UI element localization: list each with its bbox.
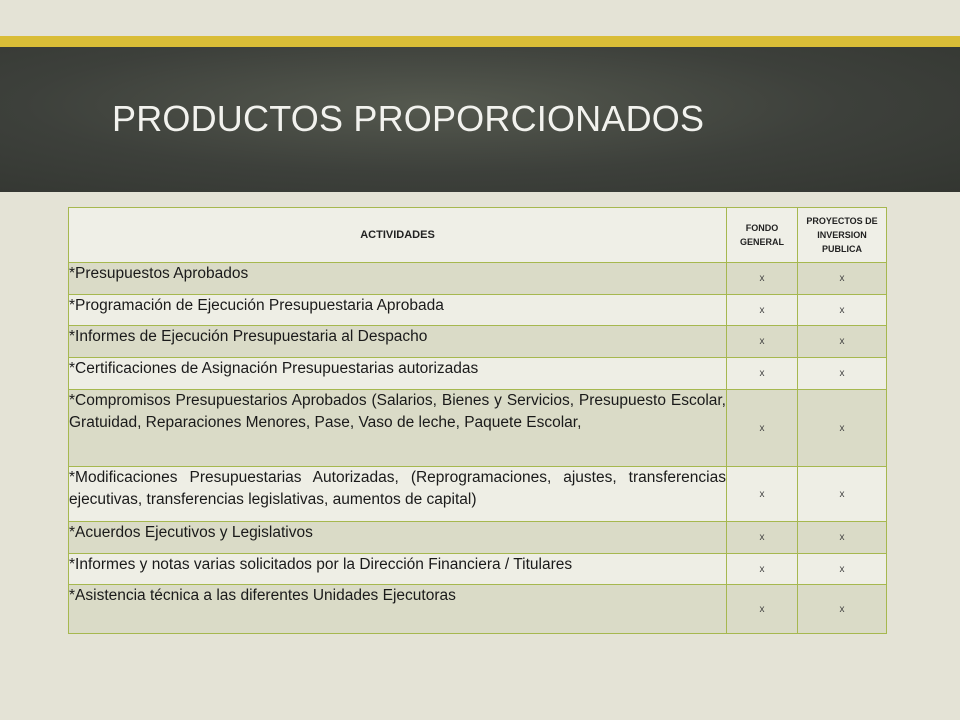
- activity-cell: *Informes de Ejecución Presupuestaria al Despacho: [69, 326, 727, 358]
- fondo-mark: x: [727, 326, 798, 358]
- proyectos-mark: x: [798, 295, 887, 326]
- proyectos-mark: x: [798, 467, 887, 522]
- proyectos-mark: x: [798, 263, 887, 295]
- proyectos-mark: x: [798, 390, 887, 467]
- activity-cell: *Informes y notas varias solicitados por la Dirección Financiera / Titulares: [69, 554, 727, 585]
- activity-cell: *Programación de Ejecución Presupuestaria Aprobada: [69, 295, 727, 326]
- proyectos-mark: x: [798, 358, 887, 390]
- table-row: [69, 326, 887, 358]
- table-row: [69, 358, 887, 390]
- fondo-mark: x: [727, 390, 798, 467]
- proyectos-mark: x: [798, 585, 887, 634]
- accent-stripe: [0, 36, 960, 47]
- fondo-mark: x: [727, 522, 798, 554]
- activity-cell: *Asistencia técnica a las diferentes Unidades Ejecutoras: [69, 585, 727, 634]
- activity-cell: *Compromisos Presupuestarios Aprobados (Salarios, Bienes y Servicios, Presupuesto Escolar, Gratuidad, Reparaciones Menores, Pase, Vaso de leche, Paquete Escolar,: [69, 390, 727, 467]
- page-title: PRODUCTOS PROPORCIONADOS: [112, 98, 705, 139]
- table-row: [69, 295, 887, 326]
- activity-cell: *Certificaciones de Asignación Presupuestarias autorizadas: [69, 358, 727, 390]
- table-row: [69, 390, 887, 467]
- fondo-mark: x: [727, 467, 798, 522]
- activity-cell: *Modificaciones Presupuestarias Autorizadas, (Reprogramaciones, ajustes, transferencias ejecutivas, transferencias legislativas, aumentos de capital): [69, 467, 727, 522]
- table-row: [69, 585, 887, 634]
- table-header-row: [69, 208, 887, 263]
- table-row: [69, 263, 887, 295]
- table-row: [69, 467, 887, 522]
- proyectos-mark: x: [798, 326, 887, 358]
- activity-cell: *Acuerdos Ejecutivos y Legislativos: [69, 522, 727, 554]
- fondo-mark: x: [727, 358, 798, 390]
- header-actividades: ACTIVIDADES: [69, 208, 727, 263]
- fondo-mark: x: [727, 554, 798, 585]
- fondo-mark: x: [727, 585, 798, 634]
- header-fondo-general: FONDO GENERAL: [727, 208, 798, 263]
- header-proyectos: PROYECTOS DE INVERSION PUBLICA: [798, 208, 887, 263]
- table-row: [69, 554, 887, 585]
- fondo-mark: x: [727, 263, 798, 295]
- table-row: [69, 522, 887, 554]
- products-table: [68, 207, 887, 634]
- activity-cell: *Presupuestos Aprobados: [69, 263, 727, 295]
- proyectos-mark: x: [798, 522, 887, 554]
- fondo-mark: x: [727, 295, 798, 326]
- proyectos-mark: x: [798, 554, 887, 585]
